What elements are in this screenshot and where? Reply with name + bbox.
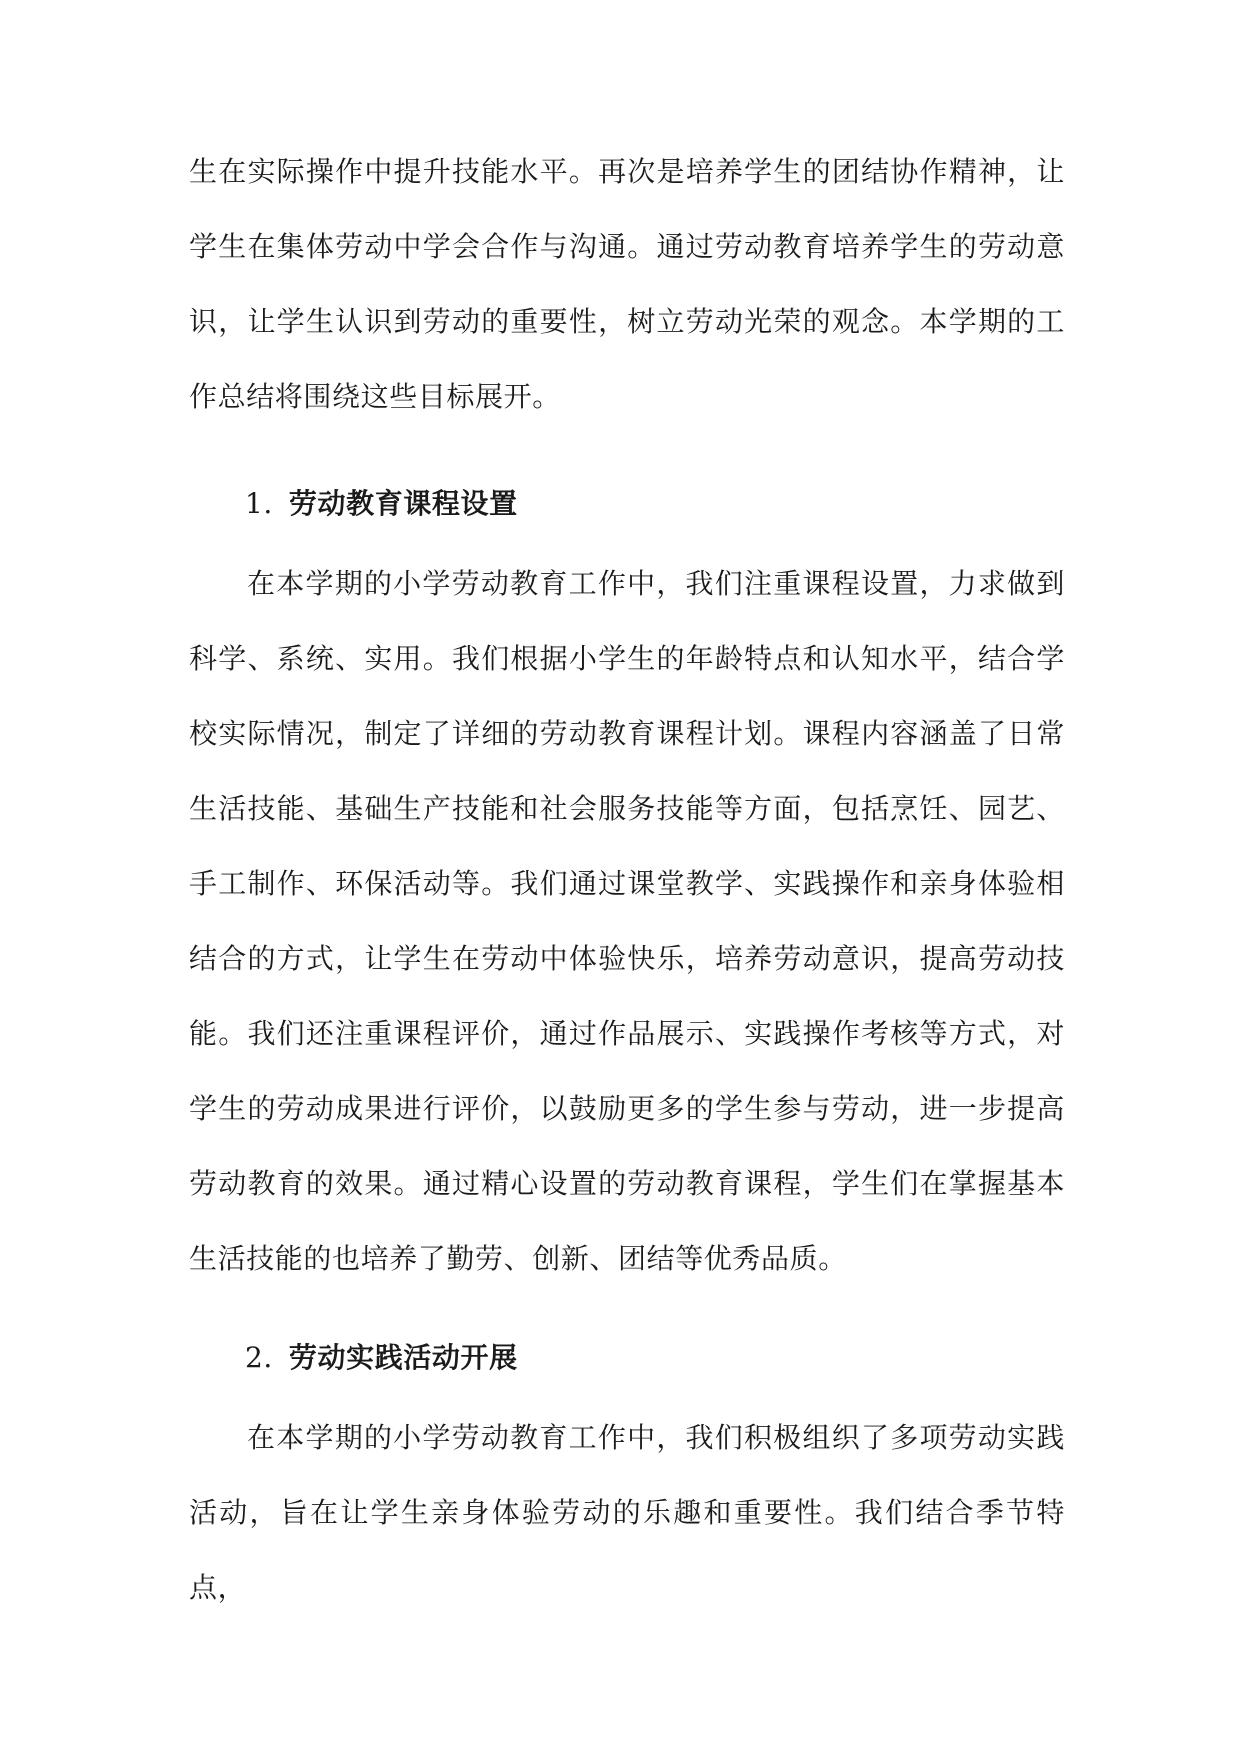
section-body-1: 在本学期的小学劳动教育工作中，我们注重课程设置，力求做到科学、系统、实用。我们根据小学生的年龄特点和认知水平，结合学校实际情况，制定了详细的劳动教育课程计划。课程内容涵盖了日常生活技能、基础生产技能和社会服务技能等方面，包括烹饪、园艺、手工制作、环保活动等。我们通过课堂教学、实践操作和亲身体验相结合的方式，让学生在劳动中体验快乐，培养劳动意识，提高劳动技能。我们还注重课程评价，通过作品展示、实践操作考核等方式，对学生的劳动成果进行评价，以鼓励更多的学生参与劳动，进一步提高劳动教育的效果。通过精心设置的劳动教育课程，学生们在掌握基本生活技能的也培养了勤劳、创新、团结等优秀品质。 xyxy=(189,567,1065,1275)
section-number-1: 1. xyxy=(245,487,273,520)
section-heading-1 xyxy=(245,484,1045,524)
section-body-2: 在本学期的小学劳动教育工作中，我们积极组织了多项劳动实践活动，旨在让学生亲身体验劳动的乐趣和重要性。我们结合季节特点， xyxy=(189,1421,1065,1604)
section-number-2: 2. xyxy=(245,1341,273,1374)
section-title-2: 劳动实践活动开展 xyxy=(288,1341,518,1374)
intro-paragraph: 生在实际操作中提升技能水平。再次是培养学生的团结协作精神，让学生在集体劳动中学会合作与沟通。通过劳动教育培养学生的劳动意识，让学生认识到劳动的重要性，树立劳动光荣的观念。本学期的工作总结将围绕这些目标展开。 xyxy=(189,155,1065,413)
section-title-1: 劳动教育课程设置 xyxy=(288,487,518,520)
section-heading-2 xyxy=(245,1338,1045,1378)
